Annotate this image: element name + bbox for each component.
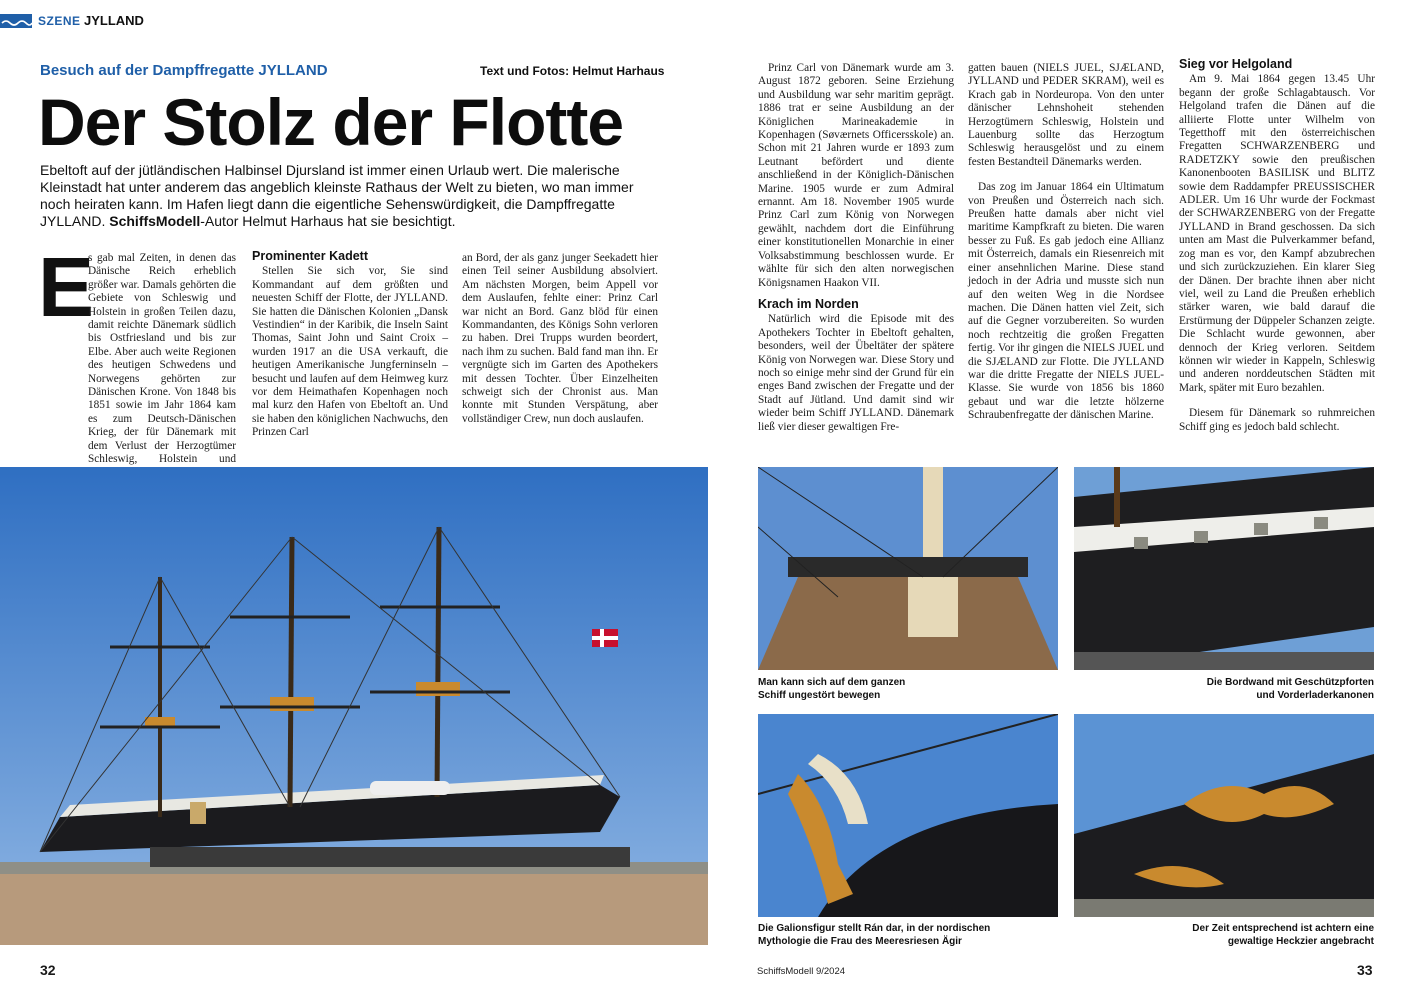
caption-line: Der Zeit entsprechend ist achtern eine (1192, 923, 1374, 934)
text-column-3 (462, 252, 658, 426)
caption-figurehead (758, 922, 1058, 948)
text-column-5 (968, 62, 1164, 423)
page-title: Der Stolz der Flotte (38, 85, 624, 159)
caption-hull (1074, 676, 1374, 702)
subheading: Sieg vor Helgoland (1179, 57, 1293, 71)
frigate-photo (0, 467, 708, 945)
figurehead-photo (758, 714, 1058, 917)
paragraph: Prinz Carl von Dänemark wurde am 3. August 1872 geboren. Seine Erziehung und Ausbildung war sehr maritim geprägt. 1886 trat er seine Ausbildung an der Königlichen Marineakademie in Kopenhagen (Søværnets Officersskole) an. Schon mit 21 Jahren wurde er 1893 zum Leutnant befördert und diente anschließend in der Königlich-Dänischen Marine. 1905 wurde er zum Admiral ernannt. Am 18. November 1905 wurde Prinz Carl zum König von Norwegen gewählt, nachdem dort die Einführung einer konstitutionellen Monarchie in einer Volksabstimmung beschlossen wurde. Er wählte für sich den alten norwegischen Königsnamen Haakon VII. (758, 62, 954, 289)
text-column-1 (38, 240, 236, 480)
caption-line: Man kann sich auf dem ganzen (758, 677, 906, 688)
magazine-footer: SchiffsModell 9/2024 (757, 966, 846, 977)
author-credit: Text und Fotos: Helmut Harhaus (480, 64, 665, 78)
lead-paragraph (40, 162, 665, 230)
subheading: Prominenter Kadett (252, 249, 368, 263)
caption-stern (1074, 922, 1374, 948)
text-column-6 (1179, 58, 1375, 434)
paragraph: Stellen Sie sich vor, Sie sind Kommandant auf dem größten und neuesten Schiff der Flotte, der JYLLAND. Sie hatten die Dänischen Kolonien „Dansk Vestindien“ in der Karibik, die Inseln Saint Thomas, Saint John und Saint Croix – wurden 1917 an die USA verkauft, die heutigen Amerikanische Jungferninseln – besucht und laufen auf dem Heimweg kurz vor dem Heimathafen Kopenhagen noch mal kurz den Hafen von Ebeltoft an. Und sie haben den königlichen Nachwuchs, den Prinzen Carl (252, 265, 448, 439)
subheading: Krach im Norden (758, 296, 859, 311)
page-number-right: 33 (1357, 962, 1373, 978)
text-column-2 (252, 250, 448, 440)
caption-line: gewaltige Heckzier angebracht (1227, 936, 1374, 947)
hull-photo (1074, 467, 1374, 670)
wave-logo-icon (0, 14, 32, 28)
page-number-left: 32 (40, 962, 56, 978)
deck-photo (758, 467, 1058, 670)
lead-text: Ebeltoft auf der jütländischen Halbinsel Djursland ist immer einen Urlaub wert. Die malerische Kleinstadt hat unter anderem das angeblich kleinste Rathaus der Welt zu bieten, wo man immer noch heiraten kann. Im Hafen liegt dann die eigentliche Sehenswürdigkeit, die Dampffregatte JYLLAND. (40, 162, 634, 229)
caption-line: Die Bordwand mit Geschützpforten (1206, 677, 1374, 688)
rubric-label: JYLLAND (84, 13, 144, 28)
caption-deck (758, 676, 1058, 702)
paragraph: s gab mal Zeiten, in denen das Dänische Reich erheblich größer war. Damals gehörten die Gebiete von Schleswig und Holstein in großen Teilen dazu, damit reichte Dänemark südlich bis Ostfriesland und bis zur Elbe. Aber auch weite Regionen des heutigen Schwedens und Norwegens gehörten zur Dänischen Krone. Von 1848 bis 1851 sowie im Jahr 1864 kam es zum Deutsch-Dänischen Krieg, der für Dänemark mit dem Verlust der Herzogtümer Schleswig, Holstein und (88, 252, 236, 466)
paragraph: Natürlich wird die Episode mit des Apothekers Tochter in Ebeltoft gehalten, besonders, weil der Übeltäter der spätere König von Norwegen war. Diese Story und noch so einige mehr sind der Grund für ein enges Band zwischen der Fregatte und der Stadt auf Jütland. Und damit sind wir wieder beim Schiff JYLLAND. Dänemark ließ vier dieser gewaltigen Fre- (758, 313, 954, 433)
brand-name: SchiffsModell (109, 213, 201, 229)
caption-line: Mythologie die Frau des Meeresriesen Ägir (758, 936, 962, 947)
paragraph: gatten bauen (NIELS JUEL, SJÆLAND, JYLLAND und PEDER SKRAM), weil es Krach gab in Nordeuropa. Von den unter dänischer Lehnshoheit stehenden Herzogtümern Schleswig, Holstein und Lauenburg sollte das Herzogtum Schleswig herausgelöst und zu einem festen Bestandteil Dänemarks werden. (968, 62, 1164, 168)
paragraph: Diesem für Dänemark so ruhmreichen Schiff ging es jedoch bald schlecht. (1179, 407, 1375, 433)
section-label: SZENE (38, 14, 81, 28)
caption-line: Schiff ungestört bewegen (758, 690, 881, 701)
caption-line: Die Galionsfigur stellt Rán dar, in der nordischen (758, 923, 991, 934)
section-logo (0, 14, 32, 28)
kicker: Besuch auf der Dampffregatte JYLLAND (40, 62, 328, 79)
lead-text-end: -Autor Helmut Harhaus hat sie besichtigt. (200, 213, 456, 229)
stern-photo (1074, 714, 1374, 917)
caption-line: und Vorderladerkanonen (1256, 690, 1374, 701)
drop-cap: E (38, 240, 95, 334)
paragraph: Das zog im Januar 1864 ein Ultimatum von Preußen und Österreich nach sich. Preußen hatte damals aber nicht viel maritime Kampfkraft zu bieten. Die waren besser zu Fuß. Es gab jedoch eine Allianz mit Österreich, damals ein Riesenreich mit einer ansehnlichen Marine. Diese stand jedoch in der Adria und musste sich nun auf den weiten Weg in die Nordsee machen. Die Dänen hatten viel Zeit, sich auf die Gegner vorzubereiten. So wurden noch rechtzeitig die großen Fregatten fertig. Vor ihr gingen die NIELS JUEL und die SJÆLAND zur Flotte. Die JYLLAND war die dritte Fregatte der NIELS JUEL-Klasse. Sie wurde von 1856 bis 1860 gebaut und war die letzte hölzerne Schraubenfregatte der dänischen Marine. (968, 181, 1164, 422)
text-column-4 (758, 62, 954, 434)
paragraph: an Bord, der als ganz junger Seekadett hier einen Teil seiner Ausbildung absolviert. Am nächsten Morgen, beim Appell vor dem Auslaufen, fehlte einer: Prinz Carl war nicht an Bord. Ganz blöd für einen Kommandanten, des Königs Sohn verloren zu haben. Drei Trupps wurden beordert, nach ihm zu suchen. Bald fand man ihn. Er vergnügte sich im Garten des Apothekers mit dessen Tochter. Über Einzelheiten schweigt sich der Chronist aus. Man konnte mit Stunden Verspätung, aber vollständiger Crew, nun doch auslaufen. (462, 252, 658, 425)
paragraph: Am 9. Mai 1864 gegen 13.45 Uhr begann der große Schlagabtausch. Vor Helgoland trafen die Dänen auf die alliierte Flotte unter Wilhelm von Tegetthoff mit den österreichischen Fregatten SCHWARZENBERG und RADETZKY sowie den preußischen Kanonenbooten BASILISK und BLITZ sowie dem Raddampfer PREUSSISCHER ADLER. Um 16 Uhr wurde der Fockmast der SCHWARZENBERG von der Fregatte JYLLAND in Brand geschossen. Da sich unten am Mast die Pulverkammer befand, zog man es vor, den Kampf abzubrechen und sich zurückzuziehen. Ein klarer Sieg der Dänen. Der brachte ihnen aber nicht viel, weil zu Land die Preußen erheblich stärker waren, wie bald darauf die Erstürmung der Düppeler Schanzen zeigte. Die Schlacht wurde gewonnen, aber dennoch der Krieg verloren. Seitdem können wir wieder in Kappeln, Schleswig und anderen norddeutschen Städten mit Mark, später mit Euro bezahlen. (1179, 73, 1375, 394)
